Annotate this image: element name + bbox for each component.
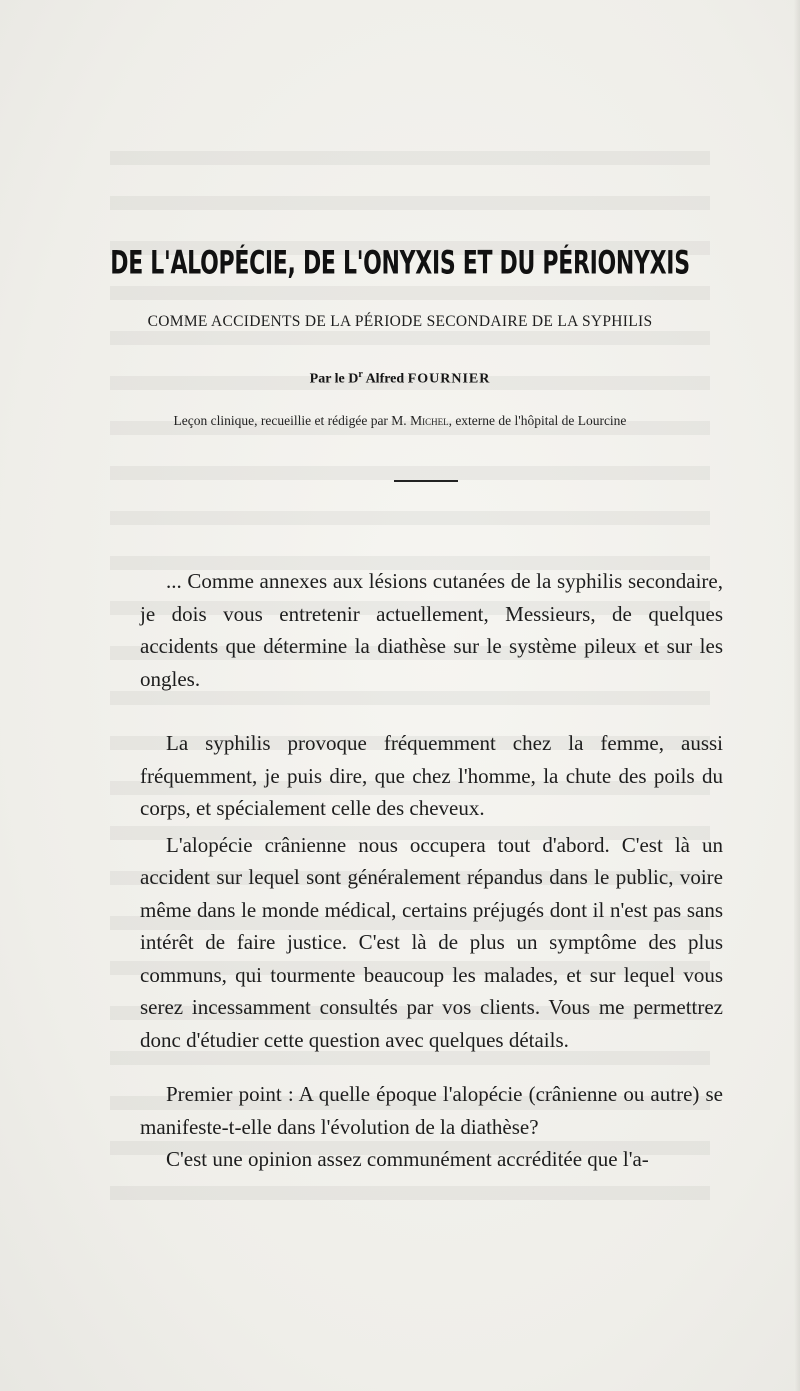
lecture-credit-name: Michel xyxy=(410,413,449,428)
body-paragraph-2: La syphilis provoque fréquemment chez la femme, aussi fréquemment, je puis dire, que chez l'homme, la chute des poils du corps, et spécialement celle des cheveux. xyxy=(140,731,723,820)
article-title: DE L'ALOPÉCIE, DE L'ONYXIS ET DU PÉRIONYXIS xyxy=(110,246,690,283)
lecture-credit-prefix: Leçon clinique, recueillie et rédigée par M. xyxy=(173,413,407,428)
author-prefix: Par le D xyxy=(309,371,359,387)
body-paragraph-5: C'est une opinion assez communément accréditée que l'a- xyxy=(166,1147,649,1171)
author-line xyxy=(0,369,800,388)
author-given-name: Alfred xyxy=(365,371,405,387)
body-paragraph-1: ... Comme annexes aux lésions cutanées de la syphilis secondaire, je dois vous entretenir actuellement, Messieurs, de quelques accidents que détermine la diathèse sur le système pileux et sur les ongles. xyxy=(140,569,723,691)
section-divider xyxy=(394,480,458,482)
body-paragraph-4: Premier point : A quelle époque l'alopécie (crânienne ou autre) se manifeste-t-elle dans l'évolution de la diathèse? xyxy=(140,1082,723,1139)
author-title-superscript: r xyxy=(358,369,363,380)
lecture-credit xyxy=(0,413,800,429)
page-edge xyxy=(794,0,800,1391)
article-subtitle: COMME ACCIDENTS DE LA PÉRIODE SECONDAIRE DE LA SYPHILIS xyxy=(147,313,653,330)
lecture-credit-suffix: , externe de l'hôpital de Lourcine xyxy=(448,413,627,428)
article-body xyxy=(140,565,723,1176)
body-paragraph-3: L'alopécie crânienne nous occupera tout d'abord. C'est là un accident sur lequel sont généralement répandus dans le public, voire même dans le monde médical, certains préjugés dont il n'est pas sans intérêt de faire justice. C'est là de plus un symptôme des plus communs, qui tourmente beaucoup les malades, et sur lequel vous serez incessamment consultés par vos clients. Vous me permettrez donc d'étudier cette question avec quelques détails. xyxy=(140,832,723,1052)
author-surname: FOURNIER xyxy=(407,371,491,387)
